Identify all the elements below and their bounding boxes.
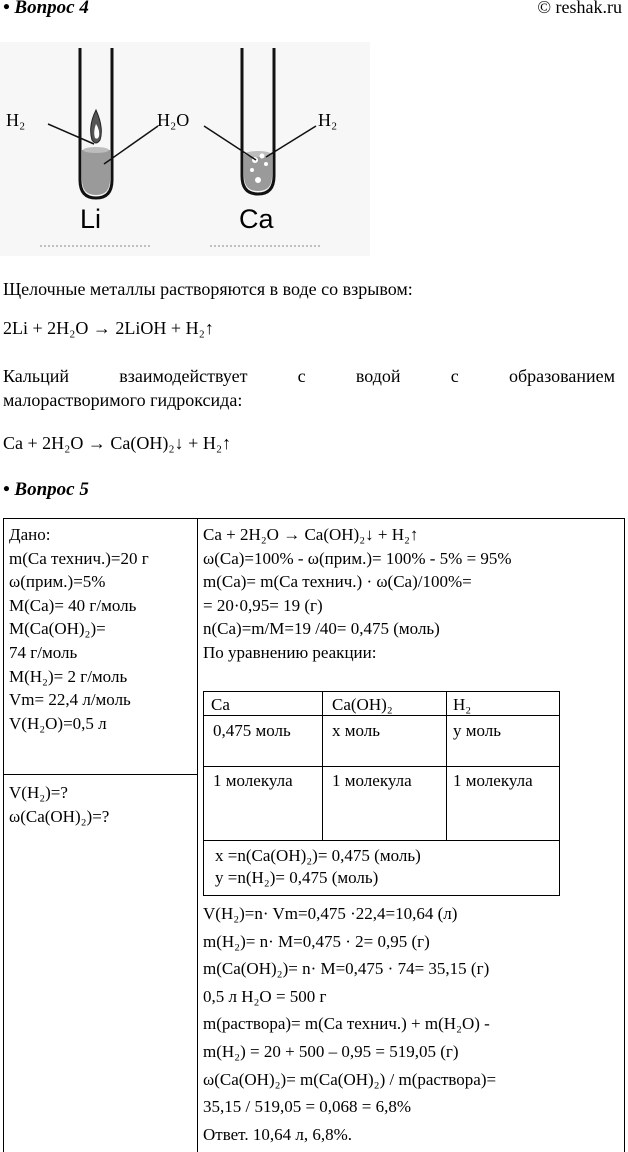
figure-label-h2o: H₂O <box>157 110 190 130</box>
q4-equation-2: Ca + 2H₂O → Ca(OH)₂↓ + H₂↑ <box>3 433 232 453</box>
rt-border <box>203 895 560 896</box>
word: с <box>450 366 459 386</box>
rt-border <box>203 840 560 841</box>
solution-line: m(Ca(OH)₂)= n· M=0,475 · 74= 35,15 (г) <box>203 959 490 979</box>
q4-equation-1: 2Li + 2H₂O → 2LiOH + H₂↑ <box>3 318 214 338</box>
word: водой <box>355 366 401 386</box>
solution-bottom <box>203 900 496 1148</box>
given-line: m(Ca технич.)=20 г <box>9 548 149 568</box>
answer-line: Ответ. 10,64 л, 6,8%. <box>203 1124 352 1144</box>
table-divider-vertical <box>197 518 198 1152</box>
source-credit: © reshak.ru <box>537 0 622 17</box>
rt-result-line: x =n(Ca(OH)₂)= 0,475 (моль) <box>215 846 421 865</box>
rt-border <box>559 691 560 896</box>
given-line: Vm= 22,4 л/моль <box>9 690 131 710</box>
table-border-right <box>624 518 625 1152</box>
word: образованием <box>508 366 615 386</box>
solution-line: 35,15 / 519,05 = 0,068 = 6,8% <box>203 1097 412 1117</box>
figure-label-li: Li <box>80 204 102 234</box>
given-line: M(H₂)= 2 г/моль <box>9 666 128 686</box>
given-line: V(H₂O)=0,5 л <box>9 713 107 733</box>
q4-paragraph-2-line1 <box>3 366 615 387</box>
word: взаимодействует <box>119 366 248 386</box>
rt-border <box>322 691 323 840</box>
test-tubes-figure <box>0 42 370 256</box>
rt-border <box>203 766 560 767</box>
test-tubes-illustration <box>0 42 370 256</box>
q4-paragraph-1: Щелочные металлы растворяются в воде со взрывом: <box>3 279 413 299</box>
solution-line: m(H₂)= n· M=0,475 · 2= 0,95 (г) <box>203 931 430 951</box>
given-line: M(Ca)= 40 г/моль <box>9 595 137 615</box>
rt-result-line: y =n(H₂)= 0,475 (моль) <box>215 868 379 887</box>
given-line: 74 г/моль <box>9 642 78 662</box>
solution-line: Ca + 2H₂O → Ca(OH)₂↓ + H₂↑ <box>203 525 419 544</box>
q4-paragraph-2-line2: малорастворимого гидроксида: <box>3 390 243 410</box>
table-border-left <box>3 518 4 1152</box>
rt-cell: 0,475 моль <box>213 721 291 740</box>
question4-title: • Вопрос 4 <box>3 0 89 18</box>
rt-border <box>446 691 447 840</box>
solution-top <box>203 523 512 665</box>
solution-line: n(Ca)=m/M=19 /40= 0,475 (моль) <box>203 619 440 639</box>
rt-header: Ca(OH)₂ <box>332 695 393 714</box>
rt-cell: x моль <box>332 721 381 740</box>
question5-title: • Вопрос 5 <box>3 479 89 500</box>
given-line: M(Ca(OH)₂)= <box>9 619 106 639</box>
word: с <box>297 366 306 386</box>
figure-label-h2-right: H₂ <box>318 110 338 130</box>
solution-line: 0,5 л H₂O = 500 г <box>203 986 327 1006</box>
find-block <box>9 781 109 828</box>
figure-label-ca: Ca <box>239 204 274 234</box>
rt-result <box>215 845 421 889</box>
table-divider-given-find <box>3 774 197 775</box>
rt-header: H₂ <box>453 695 472 714</box>
word: Кальций <box>3 366 70 386</box>
solution-line: V(H₂)=n· Vm=0,475 ·22,4=10,64 (л) <box>203 904 458 923</box>
find-line: ω(Ca(OH)₂)=? <box>9 806 110 826</box>
table-border-top <box>3 518 625 519</box>
rt-cell: y моль <box>453 721 502 740</box>
rt-border <box>203 691 560 692</box>
solution-line: = 20·0,95= 19 (г) <box>203 595 323 615</box>
figure-label-h2-left: H₂ <box>6 110 26 130</box>
rt-border <box>203 691 204 896</box>
solution-line: m(Ca)= m(Ca технич.) · ω(Ca)/100%= <box>203 572 472 592</box>
solution-line: ω(Ca)=100% - ω(прим.)= 100% - 5% = 95% <box>203 548 512 568</box>
rt-cell: 1 молекула <box>332 771 412 790</box>
solution-line: ω(Ca(OH)₂)= m(Ca(OH)₂) / m(раствора)= <box>203 1069 497 1089</box>
rt-header: Ca <box>211 695 230 714</box>
given-line: ω(прим.)=5% <box>9 572 106 592</box>
given-line: Дано: <box>9 525 51 544</box>
solution-line: m(раствора)= m(Ca технич.) + m(H₂O) - <box>203 1014 490 1034</box>
find-line: V(H₂)=? <box>9 783 68 802</box>
solution-line: m(H₂) = 20 + 500 – 0,95 = 519,05 (г) <box>203 1041 459 1061</box>
given-block <box>9 523 149 735</box>
solution-line: По уравнению реакции: <box>203 642 377 662</box>
rt-cell: 1 молекула <box>453 771 533 790</box>
rt-cell: 1 молекула <box>213 771 293 790</box>
